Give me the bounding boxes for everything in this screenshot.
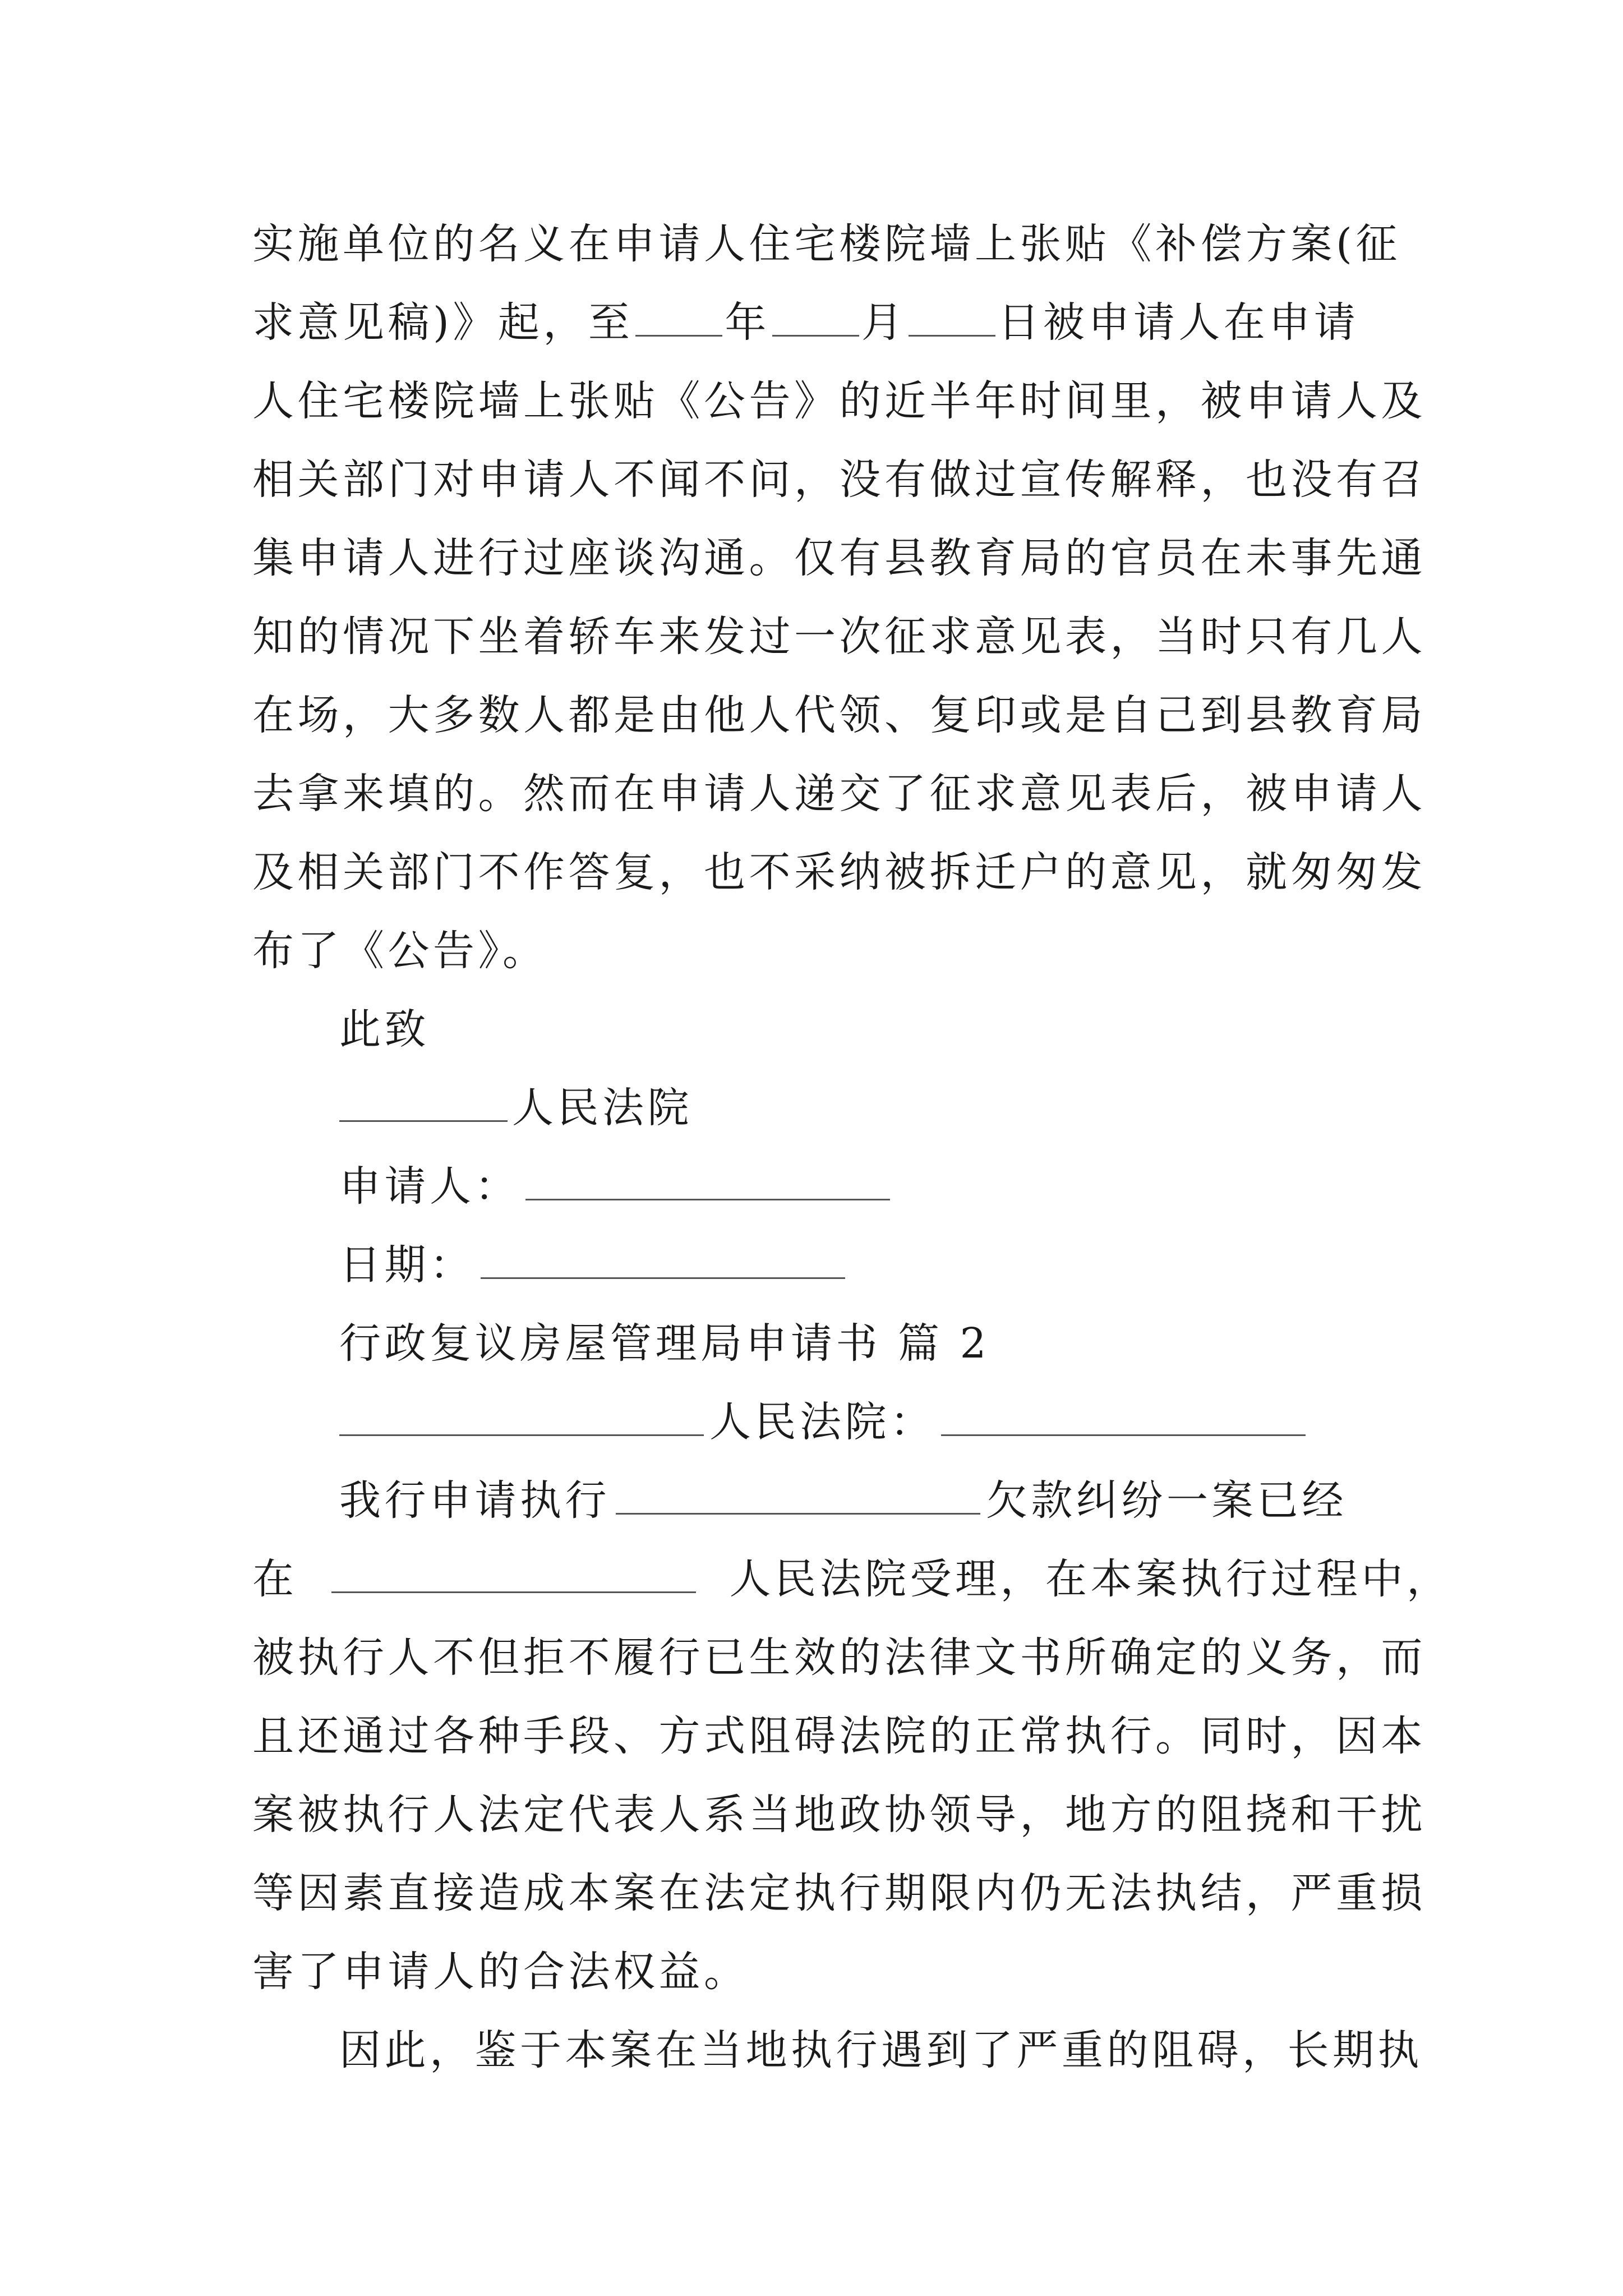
text-line (252, 923, 1385, 979)
text: 相关部门对申请人不闻不问，没有做过宣传解释，也没有召 (252, 455, 1426, 504)
text: 日被申请人在申请 (998, 298, 1359, 347)
day-blank (909, 296, 995, 337)
applicant-label: 申请人： (339, 1162, 520, 1211)
text: 我行申请执行 (339, 1476, 610, 1525)
text-line-with-blank (339, 1473, 1385, 1529)
text: 因此，鉴于本案在当地执行遇到了严重的阻碍，长期执 (339, 2026, 1423, 2074)
text: 害了申请人的合法权益。 (252, 1948, 749, 1996)
text: 及相关部门不作答复，也不采纳被拆迁户的意见，就匆匆发 (252, 848, 1426, 896)
applicant-blank (525, 1159, 890, 1200)
applicant-line (339, 1158, 1385, 1214)
date-blank (481, 1238, 845, 1279)
salutation: 此致 (339, 1005, 430, 1053)
date-line (339, 1237, 1385, 1293)
text-line (252, 1787, 1426, 1843)
text-line (252, 1865, 1426, 1921)
court-address-line (339, 1394, 1385, 1450)
text: 欠款纠纷一案已经 (986, 1476, 1347, 1525)
text-line-with-blank (252, 1551, 1452, 1607)
text-line (252, 1708, 1426, 1764)
date-label: 日期： (339, 1241, 475, 1289)
text: 在场，大多数人都是由他人代领、复印或是自己到县教育局 (252, 691, 1426, 739)
salutation-line (339, 1001, 1385, 1057)
text-line (252, 216, 1401, 272)
text: 人民法院受理，在本案执行过程中， (729, 1555, 1452, 1603)
text-line-with-blanks (252, 295, 1385, 351)
party-blank (616, 1474, 980, 1515)
text-line (252, 609, 1426, 665)
text: 去拿来填的。然而在申请人递交了征求意见表后，被申请人 (252, 770, 1426, 818)
court-name-blank (331, 1552, 696, 1593)
text-line (252, 452, 1426, 508)
month-blank (772, 296, 859, 337)
court-blank-left (339, 1395, 704, 1436)
text: 实施单位的名义在申请人住宅楼院墙上张贴《补偿方案(征 (252, 220, 1401, 268)
court-name-blank (339, 1081, 508, 1122)
year-blank (635, 296, 722, 337)
court-label: 人民法院： (709, 1398, 935, 1446)
text: 案被执行人法定代表人系当地政协领导，地方的阻挠和干扰 (252, 1791, 1426, 1839)
court-text: 人民法院 (512, 1084, 693, 1132)
text: 布了《公告》。 (252, 927, 548, 975)
court-line (339, 1080, 1385, 1136)
text-line (339, 2022, 1423, 2078)
text: 被执行人不但拒不履行已生效的法律文书所确定的义务，而 (252, 1634, 1426, 1682)
text: 且还通过各种手段、方式阻碍法院的正常执行。同时，因本 (252, 1712, 1426, 1760)
text-line (252, 530, 1426, 586)
text: 月 (861, 298, 907, 347)
text-line (252, 687, 1426, 743)
text-line (252, 1630, 1426, 1686)
text: 人住宅楼院墙上张贴《公告》的近半年时间里，被申请人及 (252, 377, 1426, 425)
section-title-line (339, 1315, 1385, 1372)
text: 知的情况下坐着轿车来发过一次征求意见表，当时只有几人 (252, 613, 1426, 661)
court-blank-right (941, 1395, 1306, 1436)
text: 在 (252, 1555, 298, 1603)
text: 求意见稿)》起，至 (252, 298, 634, 347)
section-title: 行政复议房屋管理局申请书 篇 2 (339, 1319, 990, 1368)
text: 集申请人进行过座谈沟通。仅有县教育局的官员在未事先通 (252, 534, 1426, 582)
text-line (252, 766, 1426, 822)
text-line (252, 844, 1426, 900)
text: 等因素直接造成本案在法定执行期限内仍无法执结，严重损 (252, 1869, 1426, 1917)
text-line (252, 1944, 1385, 2000)
text: 年 (725, 298, 770, 347)
text-line (252, 373, 1426, 429)
